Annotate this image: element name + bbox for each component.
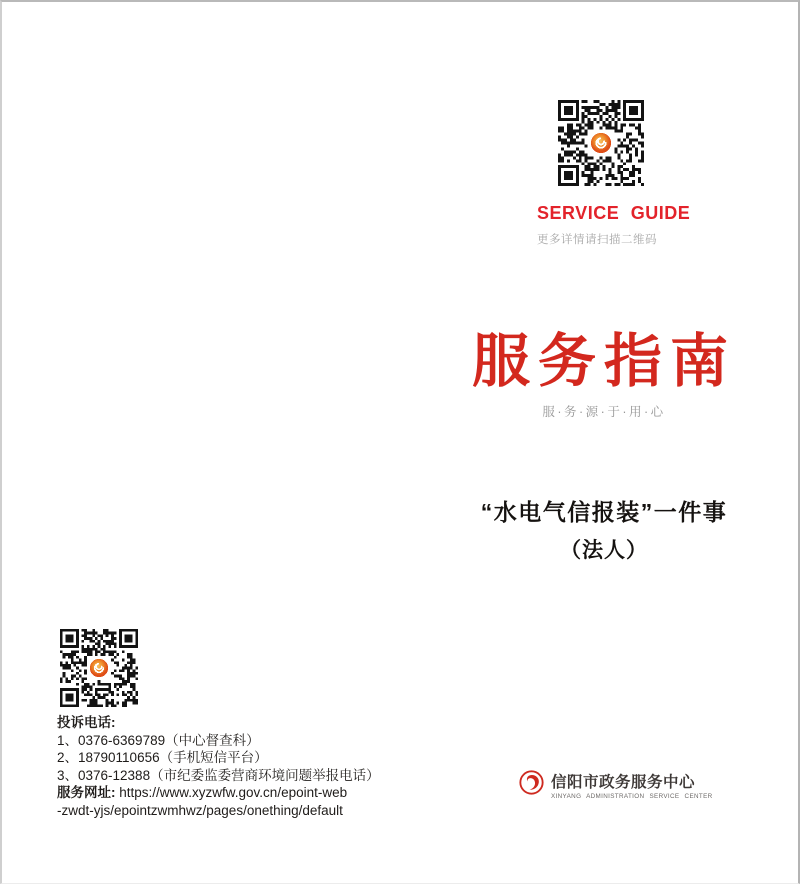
complaint-phone-item: 3、0376-12388（市纪委监委营商环境问题举报电话） [57, 767, 380, 783]
service-guide-heading: SERVICE GUIDE [537, 203, 691, 223]
service-website-url-part2: -zwdt-yjs/epointzwmhwz/pages/onething/default [57, 802, 343, 818]
subject-title-line2: （法人） [560, 539, 648, 562]
complaint-phone-item: 2、18790110656（手机短信平台） [57, 750, 268, 766]
brand-title-calligraphy: 服务指南 [471, 327, 736, 395]
organization-logo [519, 770, 713, 800]
qr-code-icon [558, 100, 644, 186]
organization-name-cn: 信阳市政务服务中心 [551, 774, 696, 791]
brand-block [404, 327, 800, 420]
government-seal-icon [519, 770, 544, 795]
top-qr-section [537, 100, 691, 247]
brand-slogan: 服·务·源·于·用·心 [542, 404, 666, 419]
organization-name-en: XINYANG ADMINISTRATION SERVICE CENTER [551, 793, 713, 800]
service-website-url-part1: https://www.xyzwfw.gov.cn/epoint-web [119, 785, 348, 801]
contact-info-block [57, 714, 417, 820]
service-website-line [57, 784, 417, 802]
subject-title-block [404, 494, 800, 564]
complaint-phone-label: 投诉电话: [57, 715, 116, 730]
complaint-phone-item: 1、0376-6369789（中心督查科） [57, 732, 260, 748]
service-website-label: 服务网址: [57, 785, 116, 801]
qr-scan-caption: 更多详情请扫描二维码 [537, 234, 657, 246]
organization-name-block [551, 770, 713, 800]
qr-code-icon [60, 629, 138, 707]
subject-title-line1: “水电气信报装”一件事 [480, 499, 728, 525]
